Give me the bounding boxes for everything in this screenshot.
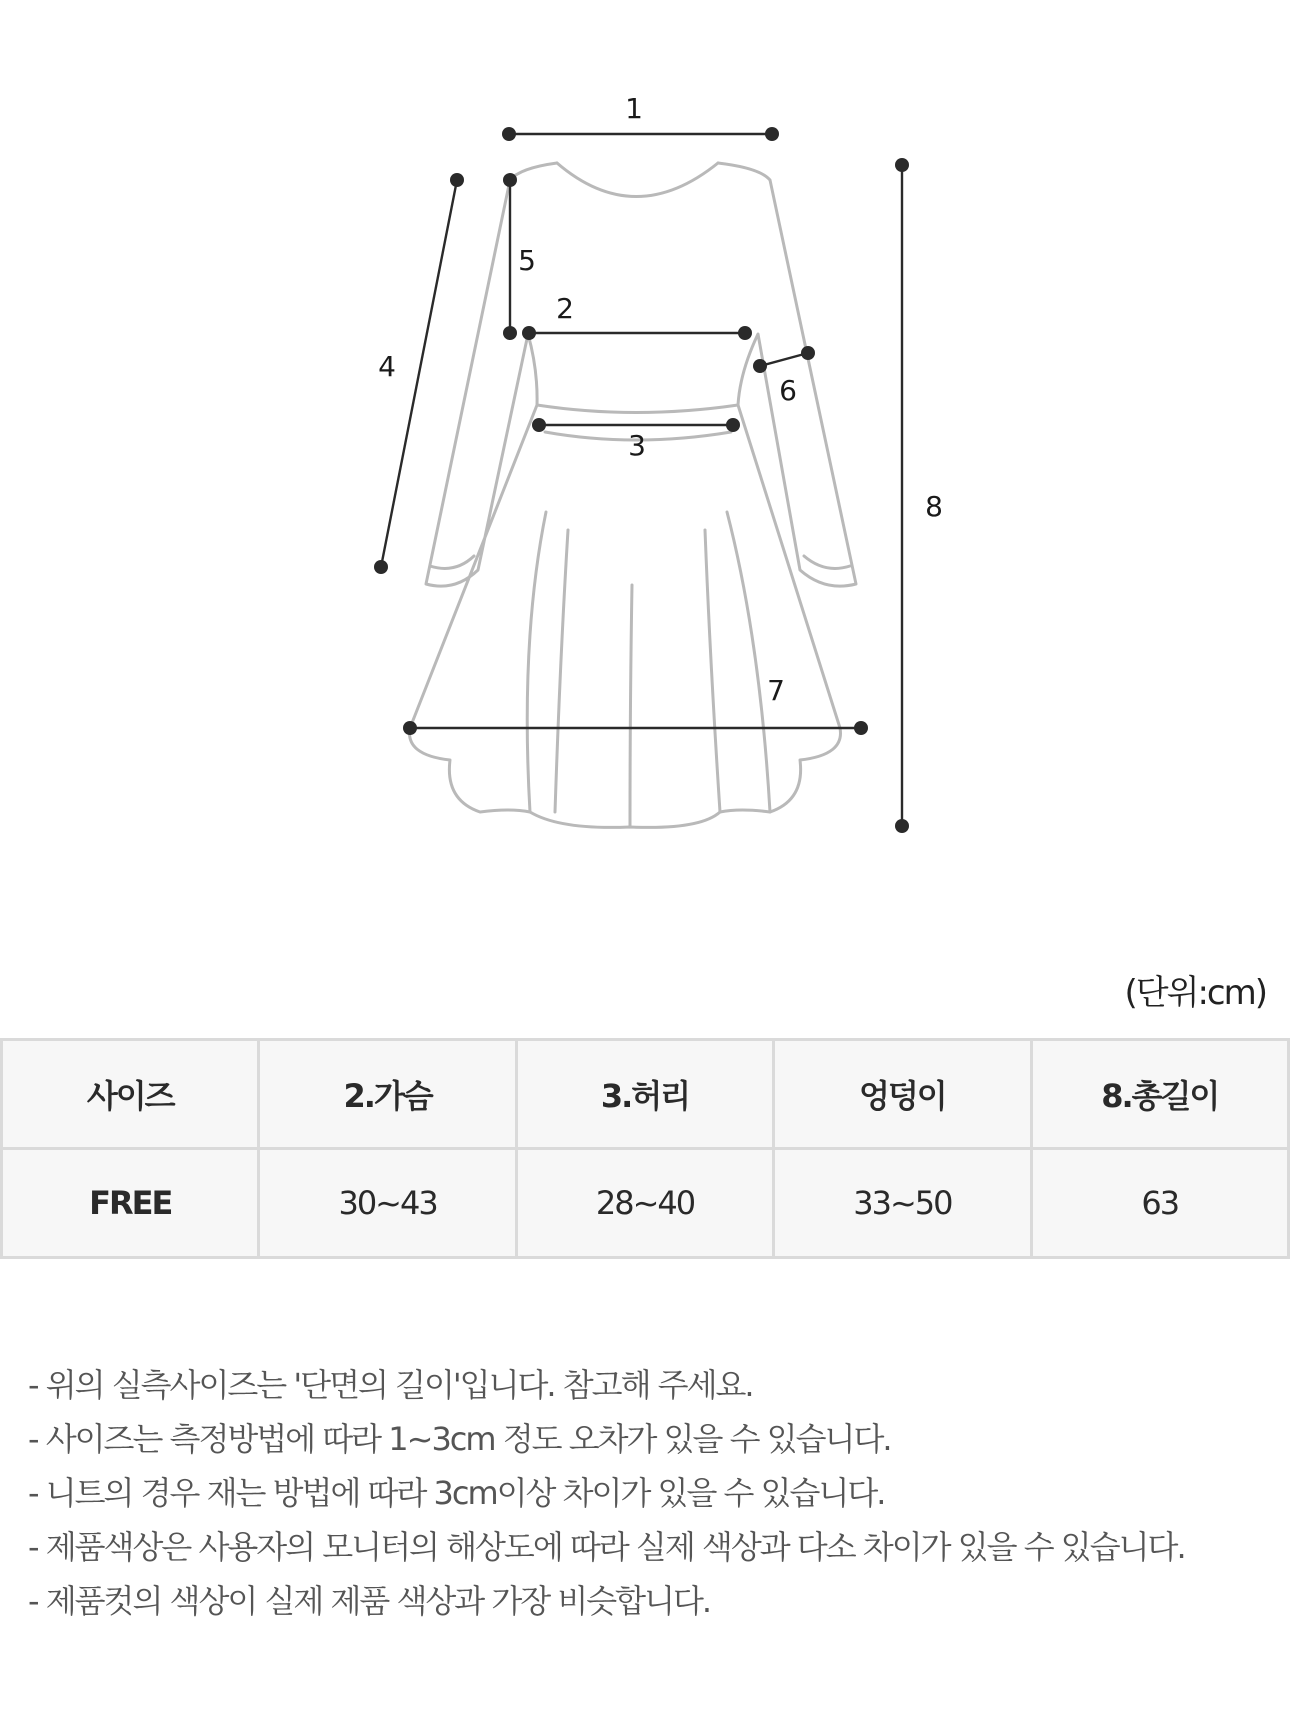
skirt-fold-2 [555,530,568,812]
measure-label-2: 2 [556,292,574,325]
table-header-total-length: 8.총길이 [1031,1040,1288,1149]
note-item: - 제품색상은 사용자의 모니터의 해상도에 따라 실제 색상과 다소 차이가 있을 수 있습니다. [28,1528,1185,1566]
note-item: - 니트의 경우 재는 방법에 따라 3cm이상 차이가 있을 수 있습니다. [28,1474,885,1512]
measure-label-5: 5 [518,244,536,277]
notes-list [28,1358,1185,1628]
table-header-hip: 엉덩이 [774,1040,1031,1149]
table-header-size: 사이즈 [2,1040,259,1149]
table-header-chest: 2.가슴 [259,1040,516,1149]
right-cuff [804,556,850,568]
table-cell-size: FREE [2,1149,259,1258]
unit-label: (단위:cm) [1124,973,1266,1013]
measure-label-7: 7 [767,674,785,707]
measure-label-6: 6 [779,374,797,407]
measure-7-hem [403,674,868,735]
table-cell-waist: 28~40 [516,1149,773,1258]
table-cell-chest: 30~43 [259,1149,516,1258]
table-cell-hip: 33~50 [774,1149,1031,1258]
measure-2-chest [522,292,752,340]
skirt-fold-5 [727,512,770,812]
skirt-fold-1 [527,512,546,812]
table-cell-total-length: 63 [1031,1149,1288,1258]
dress-waistband [537,405,738,413]
note-item: - 제품컷의 색상이 실제 제품 색상과 가장 비슷합니다. [28,1582,711,1620]
measure-8-length [895,158,943,833]
table-header-waist: 3.허리 [516,1040,773,1149]
skirt-fold-4 [705,530,720,812]
measure-label-8: 8 [925,490,943,523]
measure-3-waist [532,418,740,462]
size-table [0,1038,1290,1259]
skirt-fold-3 [630,585,632,827]
table-row [2,1149,1289,1258]
note-item: - 위의 실측사이즈는 '단면의 길이'입니다. 참고해 주세요. [28,1366,753,1404]
dress-neckline [557,163,718,197]
measure-4-sleeve [374,173,464,574]
measure-5-armhole [503,173,536,340]
measure-1-shoulder [502,92,779,141]
measure-label-3: 3 [628,429,646,462]
left-cuff [430,556,474,568]
measure-label-4: 4 [378,350,396,383]
measure-label-1: 1 [625,92,643,125]
note-item: - 사이즈는 측정방법에 따라 1~3cm 정도 오차가 있을 수 있습니다. [28,1420,891,1458]
table-header-row [2,1040,1289,1149]
